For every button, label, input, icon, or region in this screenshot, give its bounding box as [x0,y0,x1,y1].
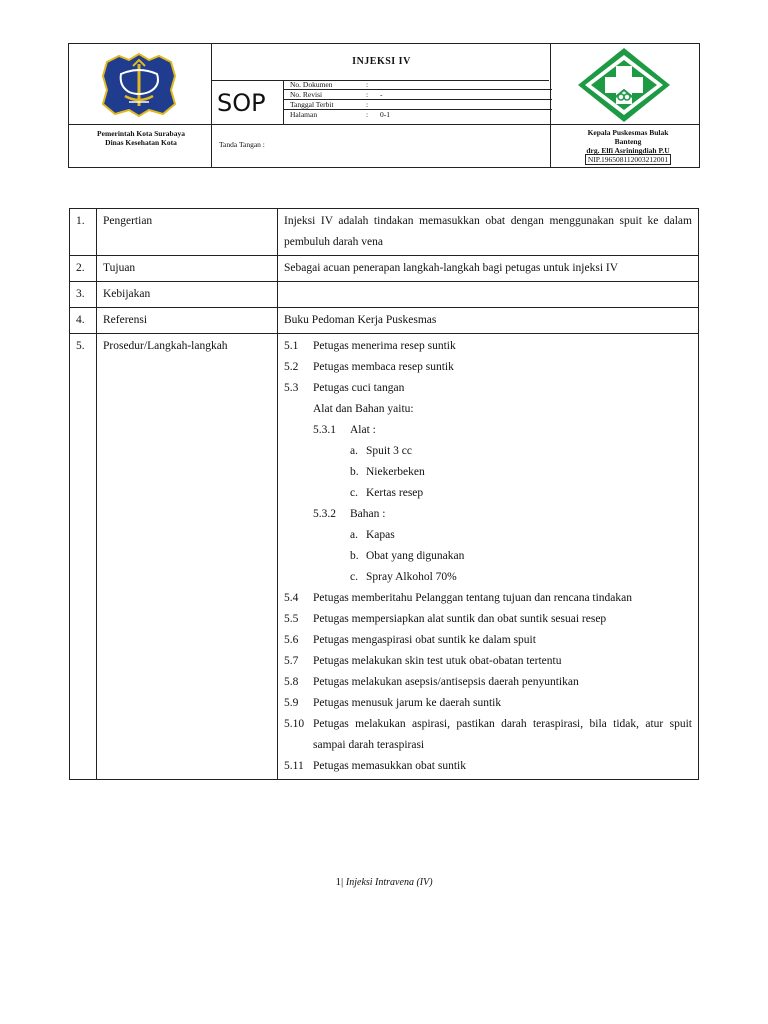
list-item: b. Obat yang digunakan [350,550,465,562]
page-footer [0,876,768,888]
list-item: 5.9 Petugas menusuk jarum ke daerah suntik [284,697,502,709]
government-label: Pemerintah Kota Surabaya Dinas Kesehatan Kota [97,129,185,147]
list-item: 5.3.1 Alat : [313,424,376,436]
sop-label: SOP [217,89,266,117]
table-row [70,308,699,334]
table-row [70,209,699,256]
field-halaman: Halaman : 0-1 [290,110,390,119]
page-number: 1| [335,876,344,888]
field-no-dokumen: No. Dokumen : [284,80,552,90]
row-number: 4. [70,308,97,334]
field-tanggal-terbit: Tanggal Terbit : [284,100,552,110]
list-item: 5.6 Petugas mengaspirasi obat suntik ke dalam spuit [284,634,536,646]
procedure-steps [278,334,699,780]
list-item: 5.3 Petugas cuci tangan [284,382,405,394]
list-item: c. Spray Alkohol 70% [350,571,457,583]
head-of-puskesmas: Kepala Puskesmas Bulak Banteng drg. Elfi Asriningdiah P.U NIP.196508112003212001 [557,128,699,164]
footer-title: Injeksi Intravena (IV) [345,877,433,888]
row-number: 2. [70,256,97,282]
row-number: 5. [70,334,97,780]
list-item: 5.1 Petugas menerima resep suntik [284,340,456,352]
sop-header [68,43,700,168]
sop-content-table [69,208,699,780]
row-content [278,282,699,308]
list-item: 5.5 Petugas mempersiapkan alat suntik dan obat suntik sesuai resep [284,613,607,625]
list-item: c. Kertas resep [350,487,424,499]
list-item: Alat dan Bahan yaitu: [313,403,414,415]
row-label: Prosedur/Langkah-langkah [97,334,278,780]
list-item: 5.10 Petugas melakukan aspirasi, pastikan darah teraspirasi, bila tidak, atur spuit sampai darah teraspirasi [284,718,692,751]
list-item: a. Spuit 3 cc [350,445,412,457]
list-item: a. Kapas [350,529,395,541]
list-item: 5.8 Petugas melakukan asepsis/antisepsis daerah penyuntikan [284,676,579,688]
row-content: Buku Pedoman Kerja Puskesmas [278,308,699,334]
head-name: drg. Elfi Asriningdiah P.U [586,146,670,155]
puskesmas-logo [574,46,674,124]
row-number: 1. [70,209,97,256]
row-label: Tujuan [97,256,278,282]
surabaya-emblem-logo [99,52,179,118]
row-number: 3. [70,282,97,308]
list-item: 5.3.2 Bahan : [313,508,386,520]
document-fields [283,80,552,124]
document-title: INJEKSI IV [352,56,411,67]
row-label: Kebijakan [97,282,278,308]
header-divider [69,124,699,125]
row-content: Injeksi IV adalah tindakan memasukkan obat dengan menggunakan spuit ke dalam pembuluh darah vena [278,209,699,256]
list-item: 5.7 Petugas melakukan skin test utuk obat-obatan tertentu [284,655,562,667]
row-content: Sebagai acuan penerapan langkah-langkah bagi petugas untuk injeksi IV [278,256,699,282]
row-label: Pengertian [97,209,278,256]
signature-label: Tanda Tangan : [219,140,265,149]
row-label: Referensi [97,308,278,334]
table-row [70,334,699,780]
table-row [70,282,699,308]
list-item: 5.4 Petugas memberitahu Pelanggan tentang tujuan dan rencana tindakan [284,592,633,604]
head-nip: NIP.196508112003212001 [585,154,671,165]
table-row [70,256,699,282]
list-item: 5.2 Petugas membaca resep suntik [284,361,454,373]
field-no-revisi: No. Revisi : - [284,90,552,100]
list-item: b. Niekerbeken [350,466,425,478]
list-item: 5.11 Petugas memasukkan obat suntik [284,760,466,772]
